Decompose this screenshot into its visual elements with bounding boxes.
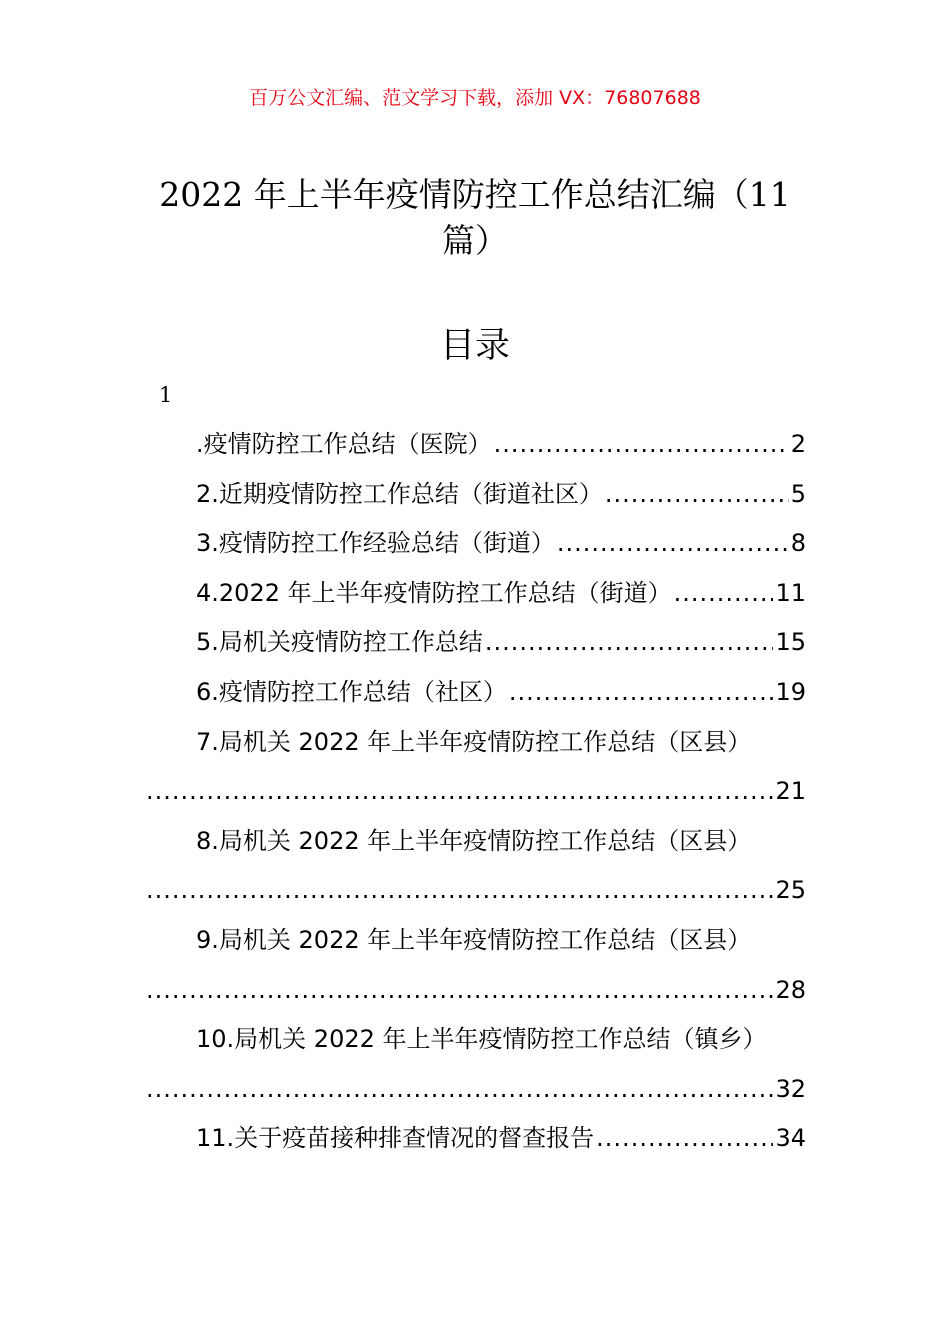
toc-entry[interactable] <box>146 569 806 619</box>
toc-entry-page: 11 <box>775 578 806 607</box>
toc-entry-page: 19 <box>775 677 806 706</box>
toc-entry-title: 5.局机关疫情防控工作总结 <box>196 628 483 657</box>
toc-entry-page: 25 <box>775 876 806 905</box>
toc-entry-page: 5 <box>790 479 806 508</box>
toc-entry-page: 15 <box>775 628 806 657</box>
toc-entry-page: 34 <box>775 1124 806 1153</box>
toc-leader-dots <box>146 767 773 817</box>
toc-entry-page: 2 <box>790 430 806 458</box>
stray-number: 1 <box>159 383 173 407</box>
toc-entry-page: 8 <box>790 529 806 558</box>
toc-entry[interactable] <box>146 1114 806 1164</box>
toc-leader-dots <box>557 519 789 569</box>
toc-entry-continuation[interactable] <box>146 866 806 916</box>
toc-entry-title: 7.局机关 2022 年上半年疫情防控工作总结（区县） <box>196 727 752 756</box>
toc-entry[interactable] <box>146 817 806 867</box>
toc-entry[interactable] <box>146 470 806 520</box>
toc-entry-page: 21 <box>775 777 806 806</box>
toc-entry[interactable] <box>146 718 806 768</box>
toc-heading: 目录 <box>439 326 510 366</box>
toc-leader-dots <box>674 569 774 619</box>
toc-entry-title: .疫情防控工作总结（医院） <box>196 430 492 458</box>
toc-entry-title: 2.近期疫情防控工作总结（街道社区） <box>196 479 603 508</box>
toc-entry-title: 10.局机关 2022 年上半年疫情防控工作总结（镇乡） <box>196 1025 767 1054</box>
table-of-contents <box>146 420 806 1164</box>
toc-entry-title: 9.局机关 2022 年上半年疫情防控工作总结（区县） <box>196 925 752 954</box>
toc-entry-continuation[interactable] <box>146 767 806 817</box>
toc-entry-title: 11.关于疫苗接种排查情况的督查报告 <box>196 1124 595 1153</box>
toc-entry-title: 6.疫情防控工作总结（社区） <box>196 677 507 706</box>
toc-leader-dots <box>596 1114 773 1164</box>
toc-entry[interactable] <box>146 519 806 569</box>
toc-entry[interactable] <box>146 916 806 966</box>
toc-leader-dots <box>146 866 773 916</box>
toc-entry-page: 28 <box>775 975 806 1004</box>
toc-entry-title: 8.局机关 2022 年上半年疫情防控工作总结（区县） <box>196 826 752 855</box>
toc-entry[interactable] <box>146 668 806 718</box>
toc-entry[interactable] <box>146 1015 806 1065</box>
toc-leader-dots <box>605 470 789 520</box>
toc-entry-continuation[interactable] <box>146 966 806 1016</box>
toc-entry-title: 4.2022 年上半年疫情防控工作总结（街道） <box>196 578 672 607</box>
toc-leader-dots <box>485 618 774 668</box>
watermark-header-note: 百万公文汇编、范文学习下载，添加 VX：76807688 <box>249 87 701 109</box>
toc-leader-dots <box>494 420 789 470</box>
toc-entry[interactable] <box>146 420 806 470</box>
document-title: 2022 年上半年疫情防控工作总结汇编（11 篇） <box>159 175 791 260</box>
toc-leader-dots <box>146 1065 773 1115</box>
toc-entry-title: 3.疫情防控工作经验总结（街道） <box>196 529 555 558</box>
toc-entry-page: 32 <box>775 1074 806 1103</box>
toc-leader-dots <box>146 966 773 1016</box>
toc-leader-dots <box>509 668 774 718</box>
toc-entry[interactable] <box>146 618 806 668</box>
toc-entry-continuation[interactable] <box>146 1065 806 1115</box>
